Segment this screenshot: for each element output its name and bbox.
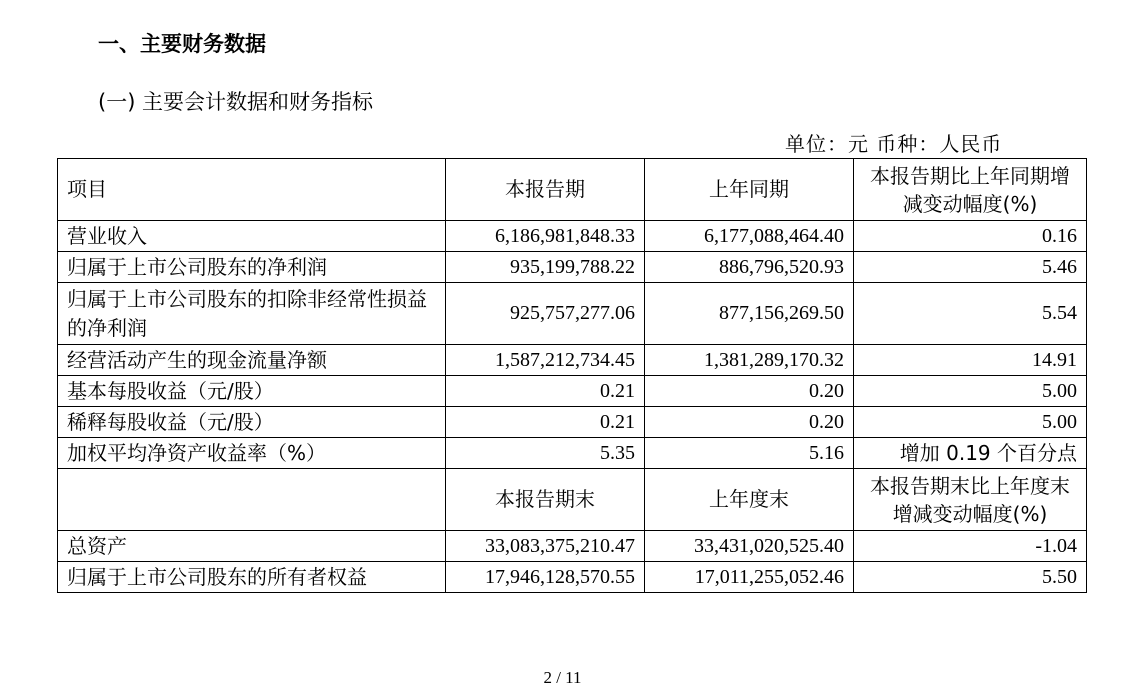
row-change: 0.16 [854, 221, 1087, 252]
header-current-period: 本报告期 [446, 159, 645, 221]
row-label: 加权平均净资产收益率（%） [58, 438, 446, 469]
row-label: 经营活动产生的现金流量净额 [58, 345, 446, 376]
header-item: 项目 [58, 159, 446, 221]
row-label: 归属于上市公司股东的净利润 [58, 252, 446, 283]
header-change-pct: 本报告期末比上年度末增减变动幅度(%) [854, 469, 1087, 531]
row-current: 5.35 [446, 438, 645, 469]
header-period-end: 本报告期末 [446, 469, 645, 531]
row-prior: 5.16 [645, 438, 854, 469]
row-change: 增加 0.19 个百分点 [854, 438, 1087, 469]
sub-title: (一) 主要会计数据和财务指标 [98, 90, 374, 114]
row-label: 基本每股收益（元/股） [58, 376, 446, 407]
row-label: 总资产 [58, 531, 446, 562]
header-change-pct: 本报告期比上年同期增减变动幅度(%) [854, 159, 1087, 221]
table-header-row [58, 469, 1087, 531]
row-label: 稀释每股收益（元/股） [58, 407, 446, 438]
section-title: 一、主要财务数据 [98, 32, 266, 56]
table-row [58, 345, 1087, 376]
row-prior: 0.20 [645, 376, 854, 407]
row-current: 33,083,375,210.47 [446, 531, 645, 562]
table-row [58, 562, 1087, 593]
row-change: 5.54 [854, 283, 1087, 345]
row-current: 6,186,981,848.33 [446, 221, 645, 252]
row-current: 17,946,128,570.55 [446, 562, 645, 593]
row-prior: 17,011,255,052.46 [645, 562, 854, 593]
row-change: -1.04 [854, 531, 1087, 562]
row-prior: 1,381,289,170.32 [645, 345, 854, 376]
row-current: 1,587,212,734.45 [446, 345, 645, 376]
row-current: 0.21 [446, 376, 645, 407]
row-change: 14.91 [854, 345, 1087, 376]
table-row [58, 407, 1087, 438]
header-prior-year-end: 上年度末 [645, 469, 854, 531]
table-row [58, 531, 1087, 562]
row-current: 935,199,788.22 [446, 252, 645, 283]
table-row [58, 283, 1087, 345]
row-change: 5.46 [854, 252, 1087, 283]
row-prior: 886,796,520.93 [645, 252, 854, 283]
unit-currency-note: 单位：元 币种：人民币 [785, 132, 1003, 156]
page-number: 2 / 11 [543, 668, 582, 687]
row-label: 归属于上市公司股东的扣除非经常性损益的净利润 [58, 283, 446, 345]
header-item-empty [58, 469, 446, 531]
row-current: 925,757,277.06 [446, 283, 645, 345]
row-prior: 6,177,088,464.40 [645, 221, 854, 252]
header-prior-period: 上年同期 [645, 159, 854, 221]
row-prior: 0.20 [645, 407, 854, 438]
table-row [58, 252, 1087, 283]
financial-data-table [57, 158, 1087, 593]
row-label: 归属于上市公司股东的所有者权益 [58, 562, 446, 593]
table-row [58, 376, 1087, 407]
row-change: 5.00 [854, 407, 1087, 438]
row-change: 5.00 [854, 376, 1087, 407]
row-label: 营业收入 [58, 221, 446, 252]
row-change: 5.50 [854, 562, 1087, 593]
row-prior: 33,431,020,525.40 [645, 531, 854, 562]
row-current: 0.21 [446, 407, 645, 438]
table-row [58, 438, 1087, 469]
row-prior: 877,156,269.50 [645, 283, 854, 345]
table-row [58, 221, 1087, 252]
table-header-row [58, 159, 1087, 221]
